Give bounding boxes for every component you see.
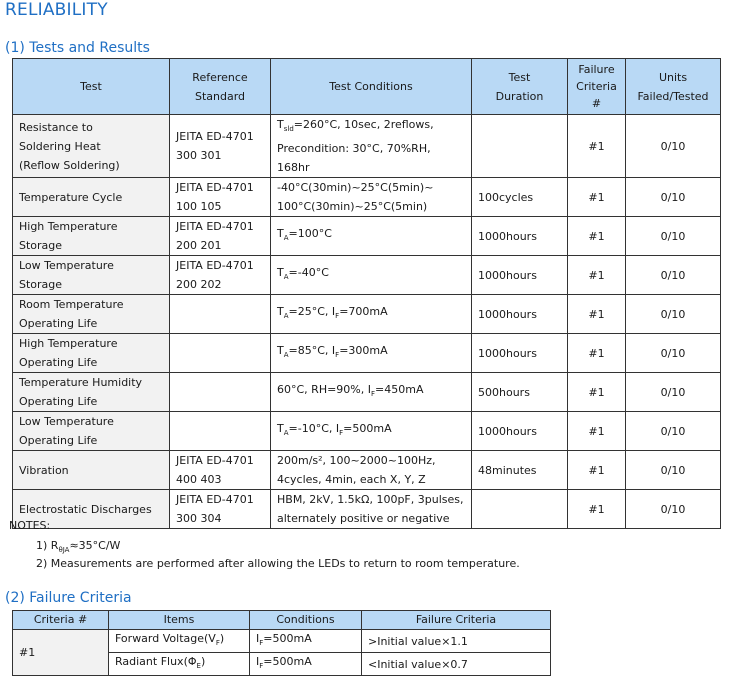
test-conditions: $T_A=100^\circ C$ [271,217,472,256]
fc-failure: >Initial value×1.1 [362,630,551,653]
units-failed-tested: 0/10 [626,295,721,334]
failure-criteria: #1 [568,178,626,217]
reference-standard [170,334,271,373]
header-failure-criteria: Failure Criteria # [568,59,626,115]
notes-heading: NOTES: [9,519,51,532]
test-name: Electrostatic Discharges [13,490,170,529]
fc-item: Forward $Voltage(V_F)$ [109,630,250,653]
test-conditions: HBM, 2kV, 1.5kΩ, 100pF, 3pulses, alternately positive or negative [271,490,472,529]
reference-standard: JEITA ED-4701 300 304 [170,490,271,529]
units-failed-tested: 0/10 [626,334,721,373]
failure-criteria: #1 [568,412,626,451]
failure-criteria: #1 [568,295,626,334]
test-conditions: 60°C, RH=90%, $I_F=450mA$ [271,373,472,412]
fc-header-criteria: Criteria # [13,611,109,630]
header-reference-standard: Reference Standard [170,59,271,115]
test-name: High Temperature Storage [13,217,170,256]
test-duration: 1000hours [472,295,568,334]
failure-criteria: #1 [568,490,626,529]
units-failed-tested: 0/10 [626,490,721,529]
units-failed-tested: 0/10 [626,115,721,178]
test-name: Vibration [13,451,170,490]
test-duration: 1000hours [472,412,568,451]
test-conditions: $T_A=-10^\circ C$, $I_F=500mA$ [271,412,472,451]
header-test-conditions: Test Conditions [271,59,472,115]
table-row [13,256,721,295]
test-duration: 1000hours [472,256,568,295]
test-conditions: 200m/s², 100~2000~100Hz, 4cycles, 4min, each X, Y, Z [271,451,472,490]
table-row [13,295,721,334]
fc-failure: <Initial value×0.7 [362,653,551,676]
failure-criteria: #1 [568,373,626,412]
units-failed-tested: 0/10 [626,451,721,490]
failure-criteria: #1 [568,334,626,373]
test-conditions: $T_A=85^\circ C$, $I_F=300mA$ [271,334,472,373]
tests-results-table [12,58,721,529]
reference-standard: JEITA ED-4701 300 301 [170,115,271,178]
table-row [13,178,721,217]
table-header-row [13,59,721,115]
units-failed-tested: 0/10 [626,178,721,217]
test-name: Room Temperature Operating Life [13,295,170,334]
table-row [13,490,721,529]
test-duration: 1000hours [472,334,568,373]
fc-header-items: Items [109,611,250,630]
units-failed-tested: 0/10 [626,412,721,451]
fc-header-failure-criteria: Failure Criteria [362,611,551,630]
reference-standard [170,295,271,334]
note-1: 1) $R_{\theta JA}\approx 35^\circ C/W$ [36,539,121,555]
table-row [13,217,721,256]
reference-standard: JEITA ED-4701 100 105 [170,178,271,217]
reference-standard: JEITA ED-4701 200 201 [170,217,271,256]
test-duration: 500hours [472,373,568,412]
test-conditions: $T_A=25^\circ C$, $I_F=700mA$ [271,295,472,334]
test-duration: 1000hours [472,217,568,256]
header-units-failed-tested: Units Failed/Tested [626,59,721,115]
test-duration: 100cycles [472,178,568,217]
test-name: Resistance to Soldering Heat (Reflow Soldering) [13,115,170,178]
fc-condition: $I_F=500mA$ [250,653,362,676]
reference-standard [170,412,271,451]
test-duration [472,490,568,529]
test-duration: 48minutes [472,451,568,490]
fc-criteria-id: #1 [13,630,109,676]
page-title: RELIABILITY [5,0,108,20]
failure-criteria: #1 [568,256,626,295]
fc-condition: $I_F=500mA$ [250,630,362,653]
failure-criteria-table [12,610,551,676]
table-row [13,334,721,373]
units-failed-tested: 0/10 [626,256,721,295]
table-row [13,373,721,412]
fc-header-row [13,611,551,630]
table-row [13,115,721,178]
fc-item: Radiant $Flux(\Phi_E)$ [109,653,250,676]
reference-standard: JEITA ED-4701 400 403 [170,451,271,490]
fc-header-conditions: Conditions [250,611,362,630]
test-name: Temperature Cycle [13,178,170,217]
section-failure-criteria-title: (2) Failure Criteria [5,590,132,606]
header-test: Test [13,59,170,115]
failure-criteria: #1 [568,451,626,490]
fc-row [13,630,551,653]
test-name: Low Temperature Storage [13,256,170,295]
section-tests-results-title: (1) Tests and Results [5,40,150,56]
test-conditions: $T_A=-40^\circ C$ [271,256,472,295]
test-name: High Temperature Operating Life [13,334,170,373]
reference-standard [170,373,271,412]
test-conditions: $T_{sld}=260^\circ C$, 10sec, 2reflows, Precondition: 30°C, 70%RH, 168hr [271,115,472,178]
note-2: 2) Measurements are performed after allowing the LEDs to return to room temperature. [36,557,520,570]
units-failed-tested: 0/10 [626,217,721,256]
table-row [13,412,721,451]
test-name: Low Temperature Operating Life [13,412,170,451]
test-duration [472,115,568,178]
test-name: Temperature Humidity Operating Life [13,373,170,412]
header-test-duration: Test Duration [472,59,568,115]
test-conditions: -40°C(30min)~25°C(5min)~ 100°C(30min)~25°C(5min) [271,178,472,217]
units-failed-tested: 0/10 [626,373,721,412]
failure-criteria: #1 [568,217,626,256]
table-row [13,451,721,490]
failure-criteria: #1 [568,115,626,178]
reference-standard: JEITA ED-4701 200 202 [170,256,271,295]
